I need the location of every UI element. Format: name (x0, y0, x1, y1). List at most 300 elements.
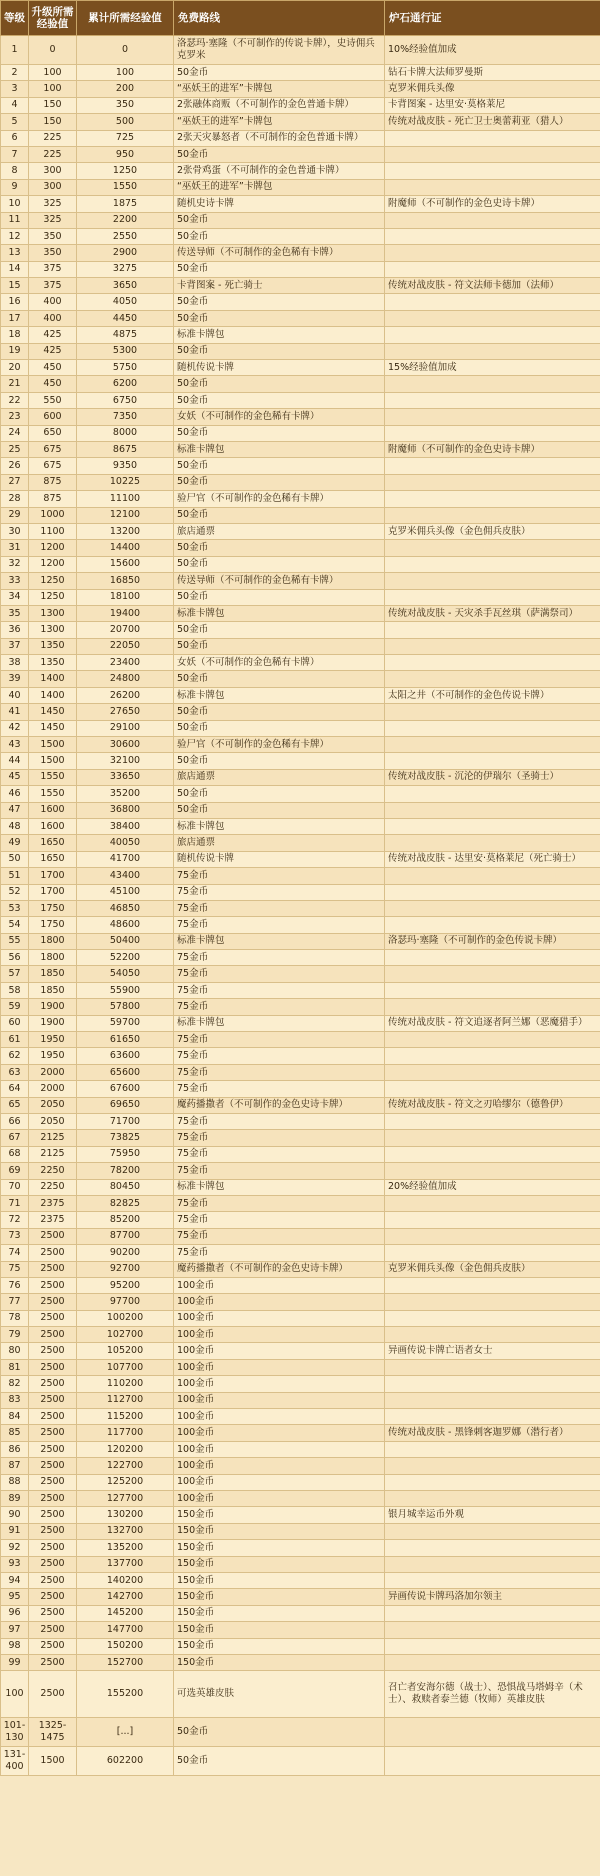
total-xp-cell: 97700 (77, 1294, 174, 1310)
total-xp-cell: 602200 (77, 1747, 174, 1776)
header-level: 等级 (1, 1, 29, 36)
level-cell: 22 (1, 392, 29, 408)
pass-reward-cell (385, 884, 600, 900)
total-xp-cell: 45100 (77, 884, 174, 900)
table-row (1, 1294, 600, 1310)
free-reward-cell: 2张融体商贩（不可制作的金色普通卡牌） (174, 97, 385, 113)
table-row (1, 1343, 600, 1359)
pass-reward-cell (385, 999, 600, 1015)
xp-cell: 1950 (29, 1048, 77, 1064)
level-cell: 48 (1, 818, 29, 834)
xp-cell: 1500 (29, 737, 77, 753)
pass-reward-cell (385, 1294, 600, 1310)
total-xp-cell: 155200 (77, 1671, 174, 1718)
level-cell: 84 (1, 1409, 29, 1425)
total-xp-cell: 32100 (77, 753, 174, 769)
xp-cell: 600 (29, 409, 77, 425)
table-row (1, 1392, 600, 1408)
xp-cell: 1650 (29, 835, 77, 851)
xp-cell: 2500 (29, 1228, 77, 1244)
table-row (1, 884, 600, 900)
pass-reward-cell (385, 556, 600, 572)
level-cell: 12 (1, 228, 29, 244)
xp-cell: 1900 (29, 1015, 77, 1031)
pass-reward-cell: 传统对战皮肤 - 天灾杀手瓦丝琪（萨满祭司） (385, 605, 600, 621)
total-xp-cell: 4450 (77, 310, 174, 326)
free-reward-cell: 100金币 (174, 1327, 385, 1343)
table-row (1, 97, 600, 113)
table-row (1, 835, 600, 851)
xp-cell: 1450 (29, 720, 77, 736)
table-row (1, 376, 600, 392)
pass-reward-cell (385, 425, 600, 441)
table-row (1, 655, 600, 671)
xp-cell: 2500 (29, 1458, 77, 1474)
free-reward-cell: 50金币 (174, 638, 385, 654)
level-cell: 14 (1, 261, 29, 277)
total-xp-cell: 117700 (77, 1425, 174, 1441)
free-reward-cell: 50金币 (174, 704, 385, 720)
table-row (1, 1441, 600, 1457)
free-reward-cell: 标准卡牌包 (174, 1015, 385, 1031)
pass-reward-cell (385, 1310, 600, 1326)
free-reward-cell: 50金币 (174, 458, 385, 474)
pass-reward-cell: 10%经验值加成 (385, 36, 600, 65)
xp-cell: 100 (29, 65, 77, 81)
level-cell: 53 (1, 900, 29, 916)
free-reward-cell: 75金币 (174, 1081, 385, 1097)
pass-reward-cell: 传统对战皮肤 - 达里安·莫格莱尼（死亡骑士） (385, 851, 600, 867)
level-cell: 63 (1, 1064, 29, 1080)
table-row (1, 1130, 600, 1146)
xp-cell: 350 (29, 228, 77, 244)
table-row (1, 605, 600, 621)
free-reward-cell: 75金币 (174, 1163, 385, 1179)
free-reward-cell: 75金币 (174, 1064, 385, 1080)
level-cell: 74 (1, 1245, 29, 1261)
pass-reward-cell (385, 671, 600, 687)
table-row (1, 1048, 600, 1064)
pass-reward-cell (385, 1212, 600, 1228)
total-xp-cell: 69650 (77, 1097, 174, 1113)
table-row (1, 1114, 600, 1130)
pass-reward-cell (385, 982, 600, 998)
free-reward-cell: 150金币 (174, 1638, 385, 1654)
level-cell: 25 (1, 441, 29, 457)
level-cell: 94 (1, 1572, 29, 1588)
xp-cell: 2125 (29, 1146, 77, 1162)
table-row (1, 933, 600, 949)
xp-cell: 1400 (29, 671, 77, 687)
xp-cell: 1700 (29, 884, 77, 900)
free-reward-cell: 75金币 (174, 868, 385, 884)
level-cell: 51 (1, 868, 29, 884)
pass-reward-cell: 附魔师（不可制作的金色史诗卡牌） (385, 441, 600, 457)
table-row (1, 327, 600, 343)
table-row (1, 130, 600, 146)
level-cell: 71 (1, 1195, 29, 1211)
xp-cell: 225 (29, 146, 77, 162)
pass-reward-cell (385, 704, 600, 720)
level-cell: 13 (1, 245, 29, 261)
level-cell: 93 (1, 1556, 29, 1572)
xp-cell: 675 (29, 458, 77, 474)
pass-reward-cell: 卡背图案 - 达里安·莫格莱尼 (385, 97, 600, 113)
level-cell: 82 (1, 1376, 29, 1392)
xp-cell: 1450 (29, 704, 77, 720)
total-xp-cell: 4875 (77, 327, 174, 343)
table-row (1, 1212, 600, 1228)
pass-reward-cell (385, 655, 600, 671)
table-row (1, 441, 600, 457)
pass-reward-cell (385, 228, 600, 244)
xp-cell: 2500 (29, 1507, 77, 1523)
xp-cell: 2250 (29, 1179, 77, 1195)
free-reward-cell: 50金币 (174, 376, 385, 392)
free-reward-cell: 50金币 (174, 556, 385, 572)
table-row (1, 999, 600, 1015)
total-xp-cell: 46850 (77, 900, 174, 916)
level-cell: 28 (1, 491, 29, 507)
level-cell: 4 (1, 97, 29, 113)
level-cell: 49 (1, 835, 29, 851)
table-row (1, 1718, 600, 1747)
pass-reward-cell: 克罗米佣兵头像（金色佣兵皮肤） (385, 1261, 600, 1277)
total-xp-cell: 67600 (77, 1081, 174, 1097)
level-cell: 45 (1, 769, 29, 785)
level-cell: 44 (1, 753, 29, 769)
pass-reward-cell (385, 1245, 600, 1261)
level-cell: 17 (1, 310, 29, 326)
free-reward-cell: 50金币 (174, 622, 385, 638)
table-row (1, 1572, 600, 1588)
table-row (1, 1523, 600, 1539)
free-reward-cell: 女妖（不可制作的金色稀有卡牌） (174, 655, 385, 671)
xp-cell: 450 (29, 360, 77, 376)
pass-reward-cell (385, 212, 600, 228)
total-xp-cell: 9350 (77, 458, 174, 474)
total-xp-cell: 41700 (77, 851, 174, 867)
free-reward-cell: 75金币 (174, 1048, 385, 1064)
pass-reward-cell (385, 491, 600, 507)
total-xp-cell: 8000 (77, 425, 174, 441)
free-reward-cell: 50金币 (174, 1718, 385, 1747)
total-xp-cell: 61650 (77, 1032, 174, 1048)
level-cell: 101-130 (1, 1718, 29, 1747)
total-xp-cell: 29100 (77, 720, 174, 736)
xp-cell: 2500 (29, 1261, 77, 1277)
pass-reward-cell (385, 835, 600, 851)
xp-cell: 675 (29, 441, 77, 457)
free-reward-cell: 50金币 (174, 310, 385, 326)
pass-reward-cell: 传统对战皮肤 - 沉沦的伊瑞尔（圣骑士） (385, 769, 600, 785)
total-xp-cell: 105200 (77, 1343, 174, 1359)
table-row (1, 1032, 600, 1048)
xp-cell: 2500 (29, 1605, 77, 1621)
pass-reward-cell: 传统对战皮肤 - 黑锋刺客迦罗娜（潜行者） (385, 1425, 600, 1441)
pass-reward-cell: 钻石卡牌大法师罗曼斯 (385, 65, 600, 81)
total-xp-cell: 65600 (77, 1064, 174, 1080)
pass-reward-cell (385, 1622, 600, 1638)
table-row (1, 1589, 600, 1605)
pass-reward-cell: 洛瑟玛·塞隆（不可制作的金色传说卡牌） (385, 933, 600, 949)
xp-cell: 1600 (29, 802, 77, 818)
table-row (1, 1622, 600, 1638)
level-cell: 31 (1, 540, 29, 556)
free-reward-cell: 50金币 (174, 261, 385, 277)
table-row (1, 163, 600, 179)
free-reward-cell: 150金币 (174, 1589, 385, 1605)
level-cell: 66 (1, 1114, 29, 1130)
level-cell: 1 (1, 36, 29, 65)
pass-reward-cell (385, 1747, 600, 1776)
pass-reward-cell (385, 737, 600, 753)
xp-cell: 1350 (29, 638, 77, 654)
free-reward-cell: 50金币 (174, 212, 385, 228)
free-reward-cell: “巫妖王的进军”卡牌包 (174, 114, 385, 130)
level-cell: 61 (1, 1032, 29, 1048)
level-cell: 33 (1, 573, 29, 589)
pass-reward-cell (385, 900, 600, 916)
table-row (1, 1277, 600, 1293)
level-cell: 90 (1, 1507, 29, 1523)
free-reward-cell: 150金币 (174, 1572, 385, 1588)
table-row (1, 802, 600, 818)
free-reward-cell: 100金币 (174, 1294, 385, 1310)
free-reward-cell: 150金币 (174, 1556, 385, 1572)
pass-reward-cell (385, 458, 600, 474)
pass-reward-cell: 传统对战皮肤 - 符文法师卡德加（法师） (385, 278, 600, 294)
free-reward-cell: 100金币 (174, 1310, 385, 1326)
free-reward-cell: 100金币 (174, 1359, 385, 1375)
xp-cell: 2500 (29, 1540, 77, 1556)
xp-cell: 1300 (29, 622, 77, 638)
pass-reward-cell (385, 1392, 600, 1408)
xp-cell: 2500 (29, 1474, 77, 1490)
total-xp-cell: 18100 (77, 589, 174, 605)
table-row (1, 36, 600, 65)
total-xp-cell: 52200 (77, 950, 174, 966)
level-cell: 81 (1, 1359, 29, 1375)
pass-reward-cell (385, 507, 600, 523)
xp-cell: 2500 (29, 1671, 77, 1718)
xp-cell: 2500 (29, 1425, 77, 1441)
pass-reward-cell: 传统对战皮肤 - 符文追逐者阿兰娜（恶魔猎手） (385, 1015, 600, 1031)
pass-reward-cell (385, 1572, 600, 1588)
pass-reward-cell: 传统对战皮肤 - 符文之刃哈缪尔（德鲁伊） (385, 1097, 600, 1113)
xp-cell: 375 (29, 261, 77, 277)
total-xp-cell: 0 (77, 36, 174, 65)
free-reward-cell: 75金币 (174, 917, 385, 933)
free-reward-cell: 100金币 (174, 1425, 385, 1441)
free-reward-cell: 验尸官（不可制作的金色稀有卡牌） (174, 737, 385, 753)
xp-cell: 2500 (29, 1294, 77, 1310)
total-xp-cell: 59700 (77, 1015, 174, 1031)
xp-cell: 100 (29, 81, 77, 97)
level-cell: 43 (1, 737, 29, 753)
table-row (1, 1605, 600, 1621)
pass-reward-cell (385, 163, 600, 179)
free-reward-cell: 75金币 (174, 1130, 385, 1146)
xp-cell: 1600 (29, 818, 77, 834)
total-xp-cell: 35200 (77, 786, 174, 802)
total-xp-cell: 85200 (77, 1212, 174, 1228)
xp-cell: 150 (29, 97, 77, 113)
xp-cell: 2500 (29, 1654, 77, 1670)
total-xp-cell: 7350 (77, 409, 174, 425)
xp-cell: 1550 (29, 786, 77, 802)
table-row (1, 818, 600, 834)
table-row (1, 1458, 600, 1474)
total-xp-cell: 500 (77, 114, 174, 130)
table-row (1, 786, 600, 802)
total-xp-cell: 38400 (77, 818, 174, 834)
total-xp-cell: 1550 (77, 179, 174, 195)
free-reward-cell: 女妖（不可制作的金色稀有卡牌） (174, 409, 385, 425)
level-cell: 79 (1, 1327, 29, 1343)
total-xp-cell: 150200 (77, 1638, 174, 1654)
xp-cell: 1800 (29, 933, 77, 949)
pass-reward-cell (385, 753, 600, 769)
table-row (1, 720, 600, 736)
table-row (1, 1163, 600, 1179)
pass-reward-cell (385, 966, 600, 982)
level-cell: 69 (1, 1163, 29, 1179)
total-xp-cell: 102700 (77, 1327, 174, 1343)
level-cell: 67 (1, 1130, 29, 1146)
xp-cell: 1350 (29, 655, 77, 671)
total-xp-cell: 36800 (77, 802, 174, 818)
pass-reward-cell (385, 1048, 600, 1064)
xp-cell: 1700 (29, 868, 77, 884)
free-reward-cell: 150金币 (174, 1507, 385, 1523)
free-reward-cell: 100金币 (174, 1376, 385, 1392)
free-reward-cell: 卡背图案 - 死亡骑士 (174, 278, 385, 294)
xp-cell: 2050 (29, 1097, 77, 1113)
total-xp-cell: 19400 (77, 605, 174, 621)
pass-reward-cell (385, 1130, 600, 1146)
pass-reward-cell (385, 1441, 600, 1457)
table-row (1, 1747, 600, 1776)
total-xp-cell: 78200 (77, 1163, 174, 1179)
xp-cell: 875 (29, 491, 77, 507)
total-xp-cell: 950 (77, 146, 174, 162)
table-row (1, 1359, 600, 1375)
level-cell: 27 (1, 474, 29, 490)
free-reward-cell: 50金币 (174, 425, 385, 441)
total-xp-cell: 48600 (77, 917, 174, 933)
free-reward-cell: 150金币 (174, 1605, 385, 1621)
total-xp-cell: 127700 (77, 1490, 174, 1506)
table-row (1, 1654, 600, 1670)
table-row (1, 1097, 600, 1113)
xp-cell: 550 (29, 392, 77, 408)
free-reward-cell: 75金币 (174, 1228, 385, 1244)
pass-reward-cell (385, 1540, 600, 1556)
pass-reward-cell (385, 1195, 600, 1211)
free-reward-cell: 标准卡牌包 (174, 818, 385, 834)
total-xp-cell: 54050 (77, 966, 174, 982)
xp-cell: 2500 (29, 1638, 77, 1654)
level-cell: 57 (1, 966, 29, 982)
table-row (1, 868, 600, 884)
level-cell: 70 (1, 1179, 29, 1195)
pass-reward-cell (385, 1474, 600, 1490)
total-xp-cell: 73825 (77, 1130, 174, 1146)
table-row (1, 1556, 600, 1572)
pass-reward-cell (385, 1327, 600, 1343)
table-row (1, 1425, 600, 1441)
level-cell: 99 (1, 1654, 29, 1670)
pass-reward-cell (385, 917, 600, 933)
xp-cell: 2375 (29, 1195, 77, 1211)
free-reward-cell: 150金币 (174, 1622, 385, 1638)
xp-cell: 2500 (29, 1409, 77, 1425)
level-cell: 89 (1, 1490, 29, 1506)
free-reward-cell: 75金币 (174, 1114, 385, 1130)
level-cell: 24 (1, 425, 29, 441)
free-reward-cell: 洛瑟玛·塞隆（不可制作的传说卡牌），史诗佣兵克罗米 (174, 36, 385, 65)
level-cell: 11 (1, 212, 29, 228)
table-row (1, 737, 600, 753)
free-reward-cell: 100金币 (174, 1277, 385, 1293)
free-reward-cell: 标准卡牌包 (174, 441, 385, 457)
level-cell: 83 (1, 1392, 29, 1408)
free-reward-cell: 150金币 (174, 1523, 385, 1539)
xp-cell: 2500 (29, 1310, 77, 1326)
table-row (1, 1507, 600, 1523)
total-xp-cell: 145200 (77, 1605, 174, 1621)
xp-cell: 2500 (29, 1622, 77, 1638)
table-row (1, 310, 600, 326)
total-xp-cell: 24800 (77, 671, 174, 687)
table-row (1, 491, 600, 507)
xp-cell: 1650 (29, 851, 77, 867)
table-row (1, 360, 600, 376)
free-reward-cell: 150金币 (174, 1540, 385, 1556)
level-cell: 5 (1, 114, 29, 130)
level-cell: 91 (1, 1523, 29, 1539)
xp-cell: 1750 (29, 900, 77, 916)
pass-reward-cell (385, 294, 600, 310)
free-reward-cell: 50金币 (174, 720, 385, 736)
pass-reward-cell (385, 950, 600, 966)
xp-cell: 450 (29, 376, 77, 392)
pass-reward-cell (385, 245, 600, 261)
pass-reward-cell (385, 1163, 600, 1179)
free-reward-cell: 标准卡牌包 (174, 605, 385, 621)
total-xp-cell: 14400 (77, 540, 174, 556)
free-reward-cell: 魔药播撒者（不可制作的金色史诗卡牌） (174, 1097, 385, 1113)
level-cell: 77 (1, 1294, 29, 1310)
xp-cell: 2500 (29, 1277, 77, 1293)
header-free: 免费路线 (174, 1, 385, 36)
free-reward-cell: 100金币 (174, 1474, 385, 1490)
level-cell: 34 (1, 589, 29, 605)
level-cell: 96 (1, 1605, 29, 1621)
level-cell: 7 (1, 146, 29, 162)
table-row (1, 507, 600, 523)
xp-cell: 1550 (29, 769, 77, 785)
total-xp-cell: 100200 (77, 1310, 174, 1326)
level-cell: 87 (1, 1458, 29, 1474)
xp-cell: 400 (29, 310, 77, 326)
free-reward-cell: 标准卡牌包 (174, 327, 385, 343)
pass-reward-cell (385, 409, 600, 425)
level-cell: 98 (1, 1638, 29, 1654)
free-reward-cell: 100金币 (174, 1490, 385, 1506)
xp-cell: 2500 (29, 1359, 77, 1375)
